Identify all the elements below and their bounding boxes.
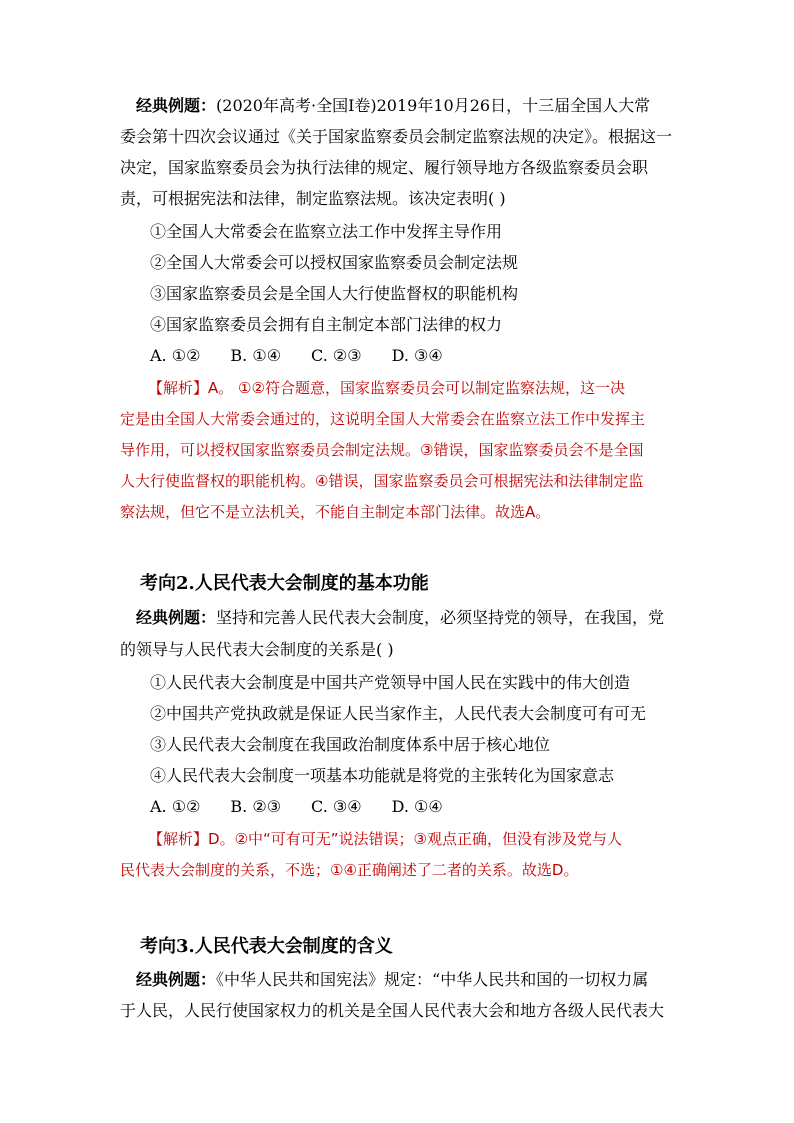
- q2-stem-1: 坚持和完善人民代表大会制度，必须坚持党的领导，在我国，党: [216, 608, 665, 627]
- q2-option-c: C. ③④: [311, 797, 362, 816]
- q3-stem-2: 于人民，人民行使国家权力的机关是全国人民代表大会和地方各级人民代表大: [120, 1001, 665, 1020]
- q3-line-1: [136, 970, 648, 990]
- q2-label: 经典例题：: [136, 608, 217, 627]
- q2-option-d: D. ①④: [391, 797, 443, 816]
- q1-analysis-text-1: A。 ①②符合题意，国家监察委员会可以制定监察法规，这一决: [208, 379, 625, 397]
- section-2-heading: 考向2.人民代表大会制度的基本功能: [140, 573, 429, 594]
- q1-analysis-3: 导作用，可以授权国家监察委员会制定法规。③错误，国家监察委员会不是全国: [120, 441, 644, 459]
- q1-item-2: ②全国人大常委会可以授权国家监察委员会制定法规: [150, 253, 519, 272]
- q2-item-4: ④人民代表大会制度一项基本功能就是将党的主张转化为国家意志: [150, 766, 615, 785]
- q1-option-d: D. ③④: [391, 346, 443, 365]
- q1-stem-3: 决定，国家监察委员会为执行法律的规定、履行领导地方各级监察委员会职: [120, 158, 649, 177]
- q2-analysis-1: [148, 829, 622, 849]
- q2-line-1: [136, 608, 664, 628]
- q1-stem-2: 委会第十四次会议通过《关于国家监察委员会制定监察法规的决定》。根据这一: [120, 127, 673, 146]
- q1-analysis-1: [148, 378, 625, 398]
- q1-option-c: C. ②③: [311, 346, 362, 365]
- q2-item-2: ②中国共产党执政就是保证人民当家作主，人民代表大会制度可有可无: [150, 704, 647, 723]
- q1-line-1: [136, 96, 650, 116]
- q1-item-1: ①全国人大常委会在监察立法工作中发挥主导作用: [150, 222, 503, 241]
- q3-label: 经典例题：: [136, 970, 217, 989]
- q2-analysis-text-1: D。②中“可有可无”说法错误；③观点正确，但没有涉及党与人: [208, 830, 623, 848]
- q2-item-3: ③人民代表大会制度在我国政治制度体系中居于核心地位: [150, 735, 551, 754]
- q1-options: [150, 346, 443, 366]
- q1-option-b: B. ①④: [230, 346, 282, 365]
- q2-options: [150, 797, 443, 817]
- q1-analysis-4: 人大行使监督权的职能机构。④错误，国家监察委员会可根据宪法和法律制定监: [120, 472, 644, 490]
- q1-analysis-5: 察法规，但它不是立法机关，不能自主制定本部门法律。故选A。: [120, 503, 551, 521]
- q3-stem-1: 《中华人民共和国宪法》规定：“中华人民共和国的一切权力属: [216, 970, 649, 989]
- section-3-heading: 考向3.人民代表大会制度的含义: [140, 936, 393, 957]
- q1-item-4: ④国家监察委员会拥有自主制定本部门法律的权力: [150, 315, 503, 334]
- q2-stem-2: 的领导与人民代表大会制度的关系是( ): [120, 640, 394, 659]
- q1-item-3: ③国家监察委员会是全国人大行使监督权的职能机构: [150, 284, 519, 303]
- q2-option-b: B. ②③: [230, 797, 282, 816]
- q2-analysis-label: 【解析】: [148, 830, 209, 848]
- q1-option-a: A. ①②: [150, 346, 201, 365]
- q2-option-a: A. ①②: [150, 797, 201, 816]
- q1-analysis-label: 【解析】: [148, 379, 209, 397]
- q2-item-1: ①人民代表大会制度是中国共产党领导中国人民在实践中的伟大创造: [150, 673, 631, 692]
- q1-label: 经典例题：: [136, 96, 217, 115]
- q1-analysis-2: 定是由全国人大常委会通过的，这说明全国人大常委会在监察立法工作中发挥主: [120, 410, 646, 428]
- q2-analysis-2: 民代表大会制度的关系，不选；①④正确阐述了二者的关系。故选D。: [120, 861, 579, 879]
- q1-stem-4: 责，可根据宪法和法律，制定监察法规。该决定表明( ): [120, 189, 506, 208]
- q1-stem-1: (2020年高考·全国Ⅰ卷)2019年10月26日，十三届全国人大常: [216, 96, 651, 115]
